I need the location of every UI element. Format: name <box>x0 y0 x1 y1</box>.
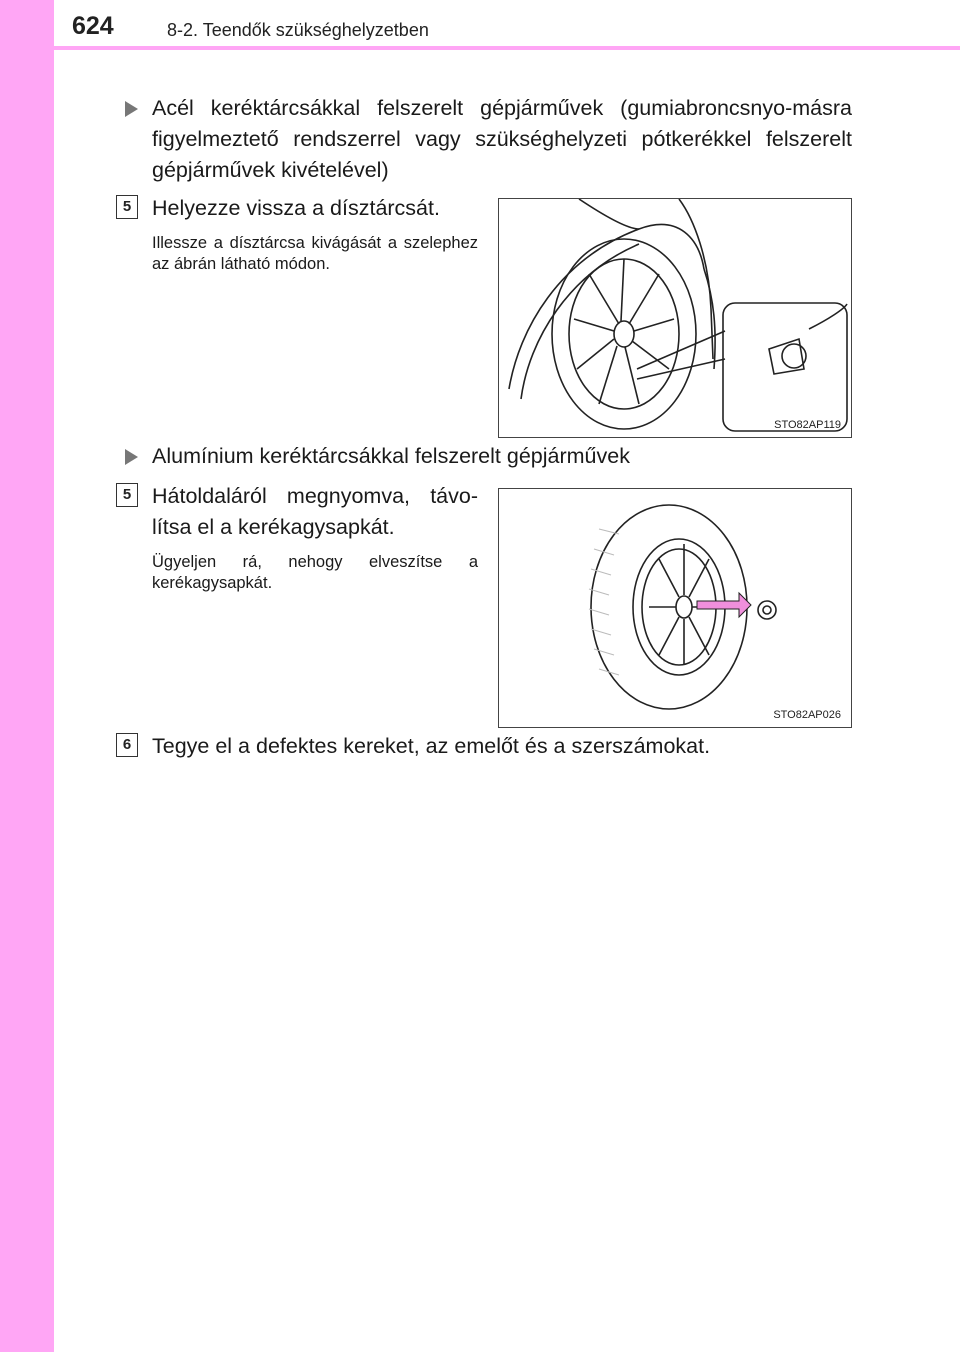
hub-cap-illustration <box>499 489 852 728</box>
figure-code: STO82AP119 <box>774 419 841 431</box>
bullet-triangle-icon <box>125 449 138 465</box>
wheel-cover-figure <box>498 198 852 438</box>
step-note: Ügyeljen rá, nehogy elveszítse a kerékagysapkát. <box>152 553 478 592</box>
wheel-cover-illustration <box>499 199 852 438</box>
step-note: Illessze a dísztárcsa kivágását a szelephez az ábrán látható módon. <box>152 234 478 273</box>
section-title: 8-2. Teendők szükséghelyzetben <box>167 20 429 40</box>
step-number-badge: 5 <box>116 483 138 507</box>
step-number-badge: 5 <box>116 195 138 219</box>
page-number: 624 <box>72 12 114 40</box>
bullet-triangle-icon <box>125 101 138 117</box>
steel-wheel-condition: Acél keréktárcsákkal felszerelt gépjárművek (gumiabroncsnyo-másra figyelmeztető rendszerrel vagy szükséghelyzeti pótkerékkel felszerelt gépjárművek kivételével) <box>152 96 852 182</box>
step-title: Hátoldaláról megnyomva, távo-lítsa el a kerékagysapkát. <box>152 484 478 539</box>
figure-code: STO82AP026 <box>773 709 841 721</box>
step-title: Helyezze vissza a dísztárcsát. <box>152 196 440 220</box>
side-color-band <box>0 0 54 1352</box>
header-rule <box>54 46 960 50</box>
step-title: Tegye el a defektes kereket, az emelőt és a szerszámokat. <box>152 734 711 758</box>
hub-cap-figure <box>498 488 852 728</box>
step-number-badge: 6 <box>116 733 138 757</box>
aluminium-wheel-condition: Alumínium keréktárcsákkal felszerelt gépjárművek <box>152 444 630 468</box>
